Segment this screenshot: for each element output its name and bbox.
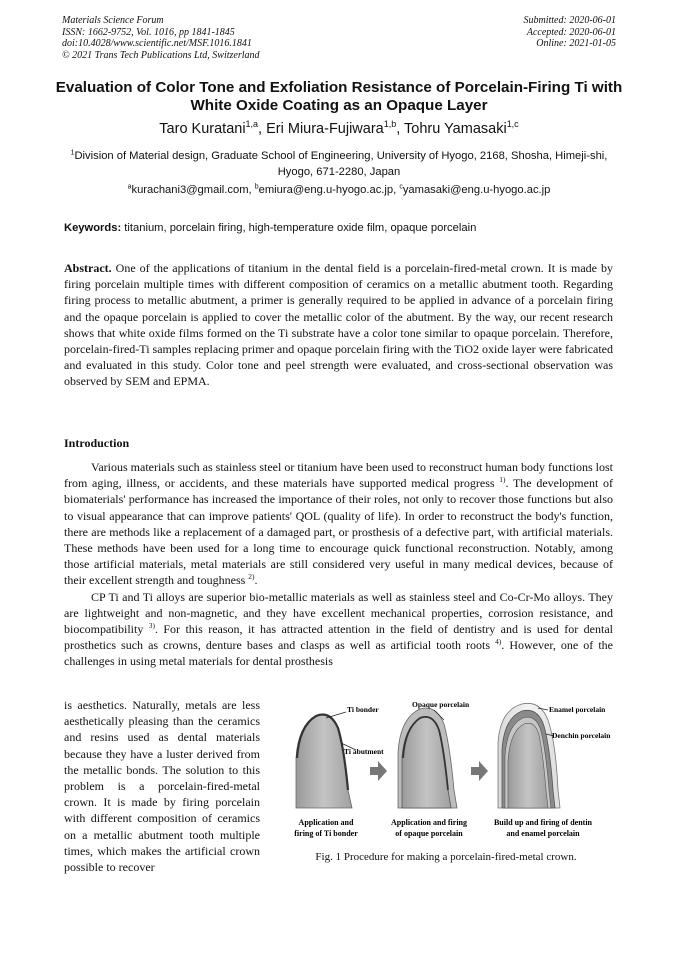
email-link[interactable]: emiura@eng.u-hyogo.ac.jp <box>258 184 394 196</box>
reference-mark: 4) <box>495 637 502 647</box>
abstract-text: One of the applications of titanium in the dental field is a porcelain-fired-metal crown. It is made by firing porcelain multiple times with different composition of ceramics on a metallic abutment tooth. Regarding firing process to metallic abutment, a primer is generally required to be applied in advance of a porcelain firing and the opaque porcelain is applied to cover the metallic color of the abutment. By the way, our recent research shows that white oxide films formed on the Ti substrate have a color tone similar to opaque porcelain. Therefore, porcelain-fired-Ti samples replacing primer and opaque porcelain firing with the TiO2 oxide layer were fabricated and evaluated in this study. Color tone and peel strength were evaluated, and cross-sectional observation was observed by SEM and EPMA. <box>64 261 613 389</box>
issn-line: ISSN: 1662-9752, Vol. 1016, pp 1841-1845 <box>62 26 235 38</box>
figure-step-3 <box>494 703 611 838</box>
label-enamel-porcelain: Enamel porcelain <box>549 705 606 714</box>
paper-title: Evaluation of Color Tone and Exfoliation Resistance of Porcelain-Firing Ti with White Oxide Coating as an Opaque Layer <box>55 79 623 114</box>
figure-1 <box>286 698 616 868</box>
email-link[interactable]: yamasaki@eng.u-hyogo.ac.jp <box>402 184 551 196</box>
submitted-date: Submitted: 2020-06-01 <box>523 15 616 26</box>
author-name: Tohru Yamasaki <box>404 121 507 137</box>
email-link[interactable]: kurachani3@gmail.com <box>131 184 249 196</box>
email-list <box>40 182 638 198</box>
figure-step-2 <box>391 700 470 838</box>
step-caption: Application and <box>298 818 354 827</box>
paragraph-text: Various materials such as stainless steel or titanium have been used to reconstruct human body functions lost from aging, illness, or accidents, and these materials have supported medical progress <box>64 460 613 491</box>
label-opaque-porcelain: Opaque porcelain <box>412 700 470 709</box>
accepted-date: Accepted: 2020-06-01 <box>526 26 616 38</box>
label-ti-abutment: Ti abutment <box>344 747 384 756</box>
email-sep: , <box>248 184 255 196</box>
paragraph-text: CP Ti and Ti alloys are superior bio-metallic materials as well as stainless steel and Co-Cr-Mo alloys. They are lightweight and non-magnetic, and they have excellent mechanical properties, corrosion resistance, and biocompatibility <box>64 589 613 637</box>
author-list <box>40 120 638 138</box>
email-sup: b <box>254 183 259 191</box>
step-caption: and enamel porcelain <box>506 829 580 838</box>
author-name: Taro Kuratani <box>159 121 246 137</box>
online-date: Online: 2021-01-05 <box>536 38 616 50</box>
affiliation-sup: 1 <box>70 149 75 157</box>
arrow-right-icon <box>370 761 387 781</box>
paragraph-text: . However, one of the challenges in using metal materials for dental prosthesis <box>64 638 614 669</box>
keywords-text: titanium, porcelain firing, high-temperature oxide film, opaque porcelain <box>121 222 477 234</box>
reference-mark: 2) <box>248 572 255 582</box>
paragraph-text: . <box>254 573 258 588</box>
paragraph-text: . The development of biomaterials' performance has increased the importance of their roles, not only to recover those functions but also to visual appearance that can improve patients' QOL (quality of life). In order to reconstruct the body's function, there are methods like a replacement of a damaged part, or prosthesis of a defective part, with artificial materials. These methods have been used for a long time to encourage quick functional reconstruction. Notably, among those artificial materials, metal materials are still considered very useful in many medical devices, because of their excellent strength and toughness <box>64 476 614 588</box>
introduction-body <box>64 459 613 670</box>
email-sup: a <box>127 183 132 191</box>
author-sup: 1,c <box>506 119 519 130</box>
reference-mark: 3) <box>148 621 155 631</box>
paragraph-text: . For this reason, it has attracted attention in the field of dentistry and is used for dental prosthetics such as crowns, denture bases and clasps as well as artificial tooth roots <box>64 622 613 653</box>
abstract-label: Abstract. <box>64 261 112 275</box>
label-denchin-porcelain: Denchin porcelain <box>552 731 611 740</box>
step-caption: Build up and firing of dentin <box>493 818 593 827</box>
affiliation-text: Division of Material design, Graduate School of Engineering, University of Hyogo, 2168, Shosha, Himeji-shi, Hyogo, 671-2280, Japan <box>74 150 608 178</box>
email-sep: , <box>393 184 400 196</box>
author-sup: 1,b <box>383 119 397 130</box>
author-sep: , <box>258 121 267 137</box>
copyright-line: © 2021 Trans Tech Publications Ltd, Switzerland <box>62 49 260 61</box>
paragraph <box>64 459 613 589</box>
author-name: Eri Miura-Fujiwara <box>266 121 384 137</box>
author-sup: 1,a <box>245 119 259 130</box>
author-sep: , <box>396 121 405 137</box>
abstract <box>64 260 613 390</box>
section-heading-introduction: Introduction <box>64 436 130 450</box>
keywords-label: Keywords: <box>64 222 122 234</box>
step-caption: firing of Ti bonder <box>294 829 358 838</box>
paragraph-continuation: is aesthetics. Naturally, metals are less aesthetically pleasing than the ceramics and resins used as dental materials because they have a luster derived from the metallic bonds. The solution to this problem is a porcelain-fired-metal crown. It is made by firing porcelain with different composition of ceramics on a metallic abutment tooth multiple times, which makes the artificial crown possible to recover <box>64 698 260 875</box>
step-caption: Application and firing <box>390 818 468 827</box>
journal-name: Materials Science Forum <box>62 15 164 26</box>
dates-info <box>524 15 617 50</box>
keywords <box>64 222 476 234</box>
step-caption: of opaque porcelain <box>395 829 463 838</box>
label-ti-bonder: Ti bonder <box>347 705 379 714</box>
affiliation <box>60 148 618 180</box>
email-sup: c <box>399 183 403 191</box>
arrow-right-icon <box>471 761 488 781</box>
figure-caption: Fig. 1 Procedure for making a porcelain-fired-metal crown. <box>315 851 577 863</box>
reference-mark: 1) <box>499 475 506 485</box>
doi-line: doi:10.4028/www.scientific.net/MSF.1016.1841 <box>62 38 252 50</box>
journal-info <box>62 15 260 61</box>
paragraph <box>64 589 613 670</box>
